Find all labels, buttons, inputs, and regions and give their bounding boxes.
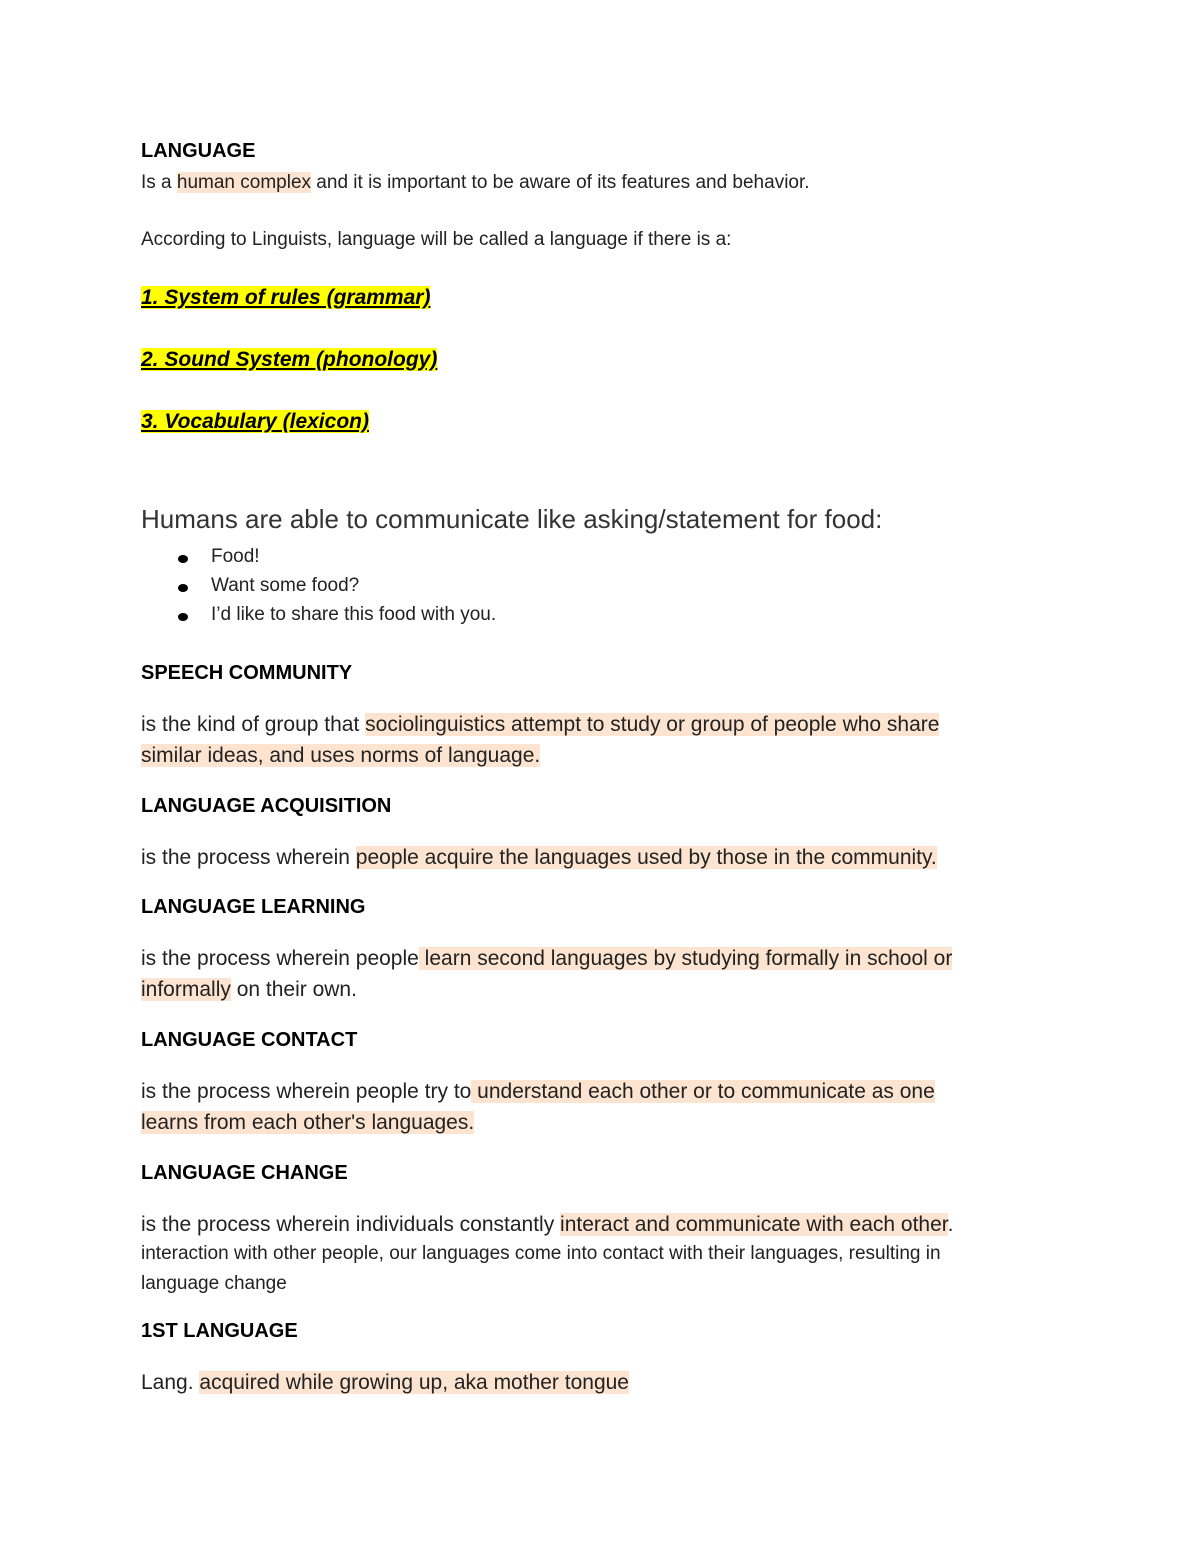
change-continuation [141, 1239, 941, 1299]
heading-first-language: 1ST LANGUAGE [141, 1320, 298, 1342]
criterion-3 [141, 410, 369, 434]
list-item-text: Want some food? [211, 575, 360, 596]
bullet-icon [178, 584, 188, 592]
bullet-icon [178, 613, 188, 621]
criterion-text: 2. Sound System (phonology) [141, 348, 438, 371]
text: Is a [141, 172, 177, 193]
text: is the process wherein people [141, 947, 419, 970]
food-list [141, 546, 1041, 633]
text: . [947, 1213, 954, 1236]
highlight: people acquire the languages used by those in the community. [355, 846, 937, 869]
food-title: Humans are able to communicate like asking/statement for food: [141, 504, 883, 534]
heading-language-contact: LANGUAGE CONTACT [141, 1029, 358, 1051]
highlight: acquired while growing up, aka mother tongue [199, 1371, 629, 1394]
criterion-2 [141, 348, 437, 372]
heading-language-change: LANGUAGE CHANGE [141, 1162, 348, 1184]
criterion-text: 1. System of rules (grammar) [141, 286, 431, 309]
list-item [141, 546, 1041, 575]
bullet-icon [178, 555, 188, 563]
highlight: understand each other or to communicate as one [471, 1080, 935, 1103]
heading-language-acquisition: LANGUAGE ACQUISITION [141, 795, 392, 817]
text: is the process wherein people try to [141, 1080, 472, 1103]
heading-speech-community: SPEECH COMMUNITY [141, 662, 353, 684]
text: is the process wherein individuals constantly [141, 1213, 561, 1236]
speech-community-definition [141, 709, 939, 771]
highlight: human complex [176, 172, 312, 193]
change-definition [141, 1209, 953, 1240]
first-language-definition [141, 1367, 629, 1398]
highlight: learns from each other's languages. [141, 1111, 475, 1134]
linguists-statement: According to Linguists, language will be called a language if there is a: [141, 229, 732, 250]
heading-language-learning: LANGUAGE LEARNING [141, 896, 366, 918]
acquisition-definition [141, 842, 937, 873]
criterion-1 [141, 286, 430, 310]
text: is the kind of group that [141, 713, 366, 736]
text: is the process wherein [141, 846, 356, 869]
list-item [141, 575, 1041, 604]
highlight: sociolinguistics attempt to study or group of people who share [365, 713, 940, 736]
highlight: similar ideas, and uses norms of language. [141, 744, 541, 767]
list-item [141, 604, 1041, 633]
text: and it is important to be aware of its features and behavior. [311, 172, 810, 193]
criterion-text: 3. Vocabulary (lexicon) [141, 410, 369, 433]
learning-definition [141, 943, 952, 1005]
text: language change [141, 1273, 287, 1294]
language-definition [141, 172, 810, 194]
heading-language: LANGUAGE [141, 140, 256, 162]
contact-definition [141, 1076, 935, 1138]
highlight: interact and communicate with each other [560, 1213, 948, 1236]
list-item-text: Food! [211, 546, 260, 567]
highlight: informally [141, 978, 231, 1001]
text: on their own. [230, 978, 357, 1001]
list-item-text: I’d like to share this food with you. [211, 604, 497, 625]
text: Lang. [141, 1371, 200, 1394]
text: interaction with other people, our languages come into contact with their languages, resulting in [141, 1243, 941, 1264]
highlight: learn second languages by studying formally in school or [418, 947, 953, 970]
